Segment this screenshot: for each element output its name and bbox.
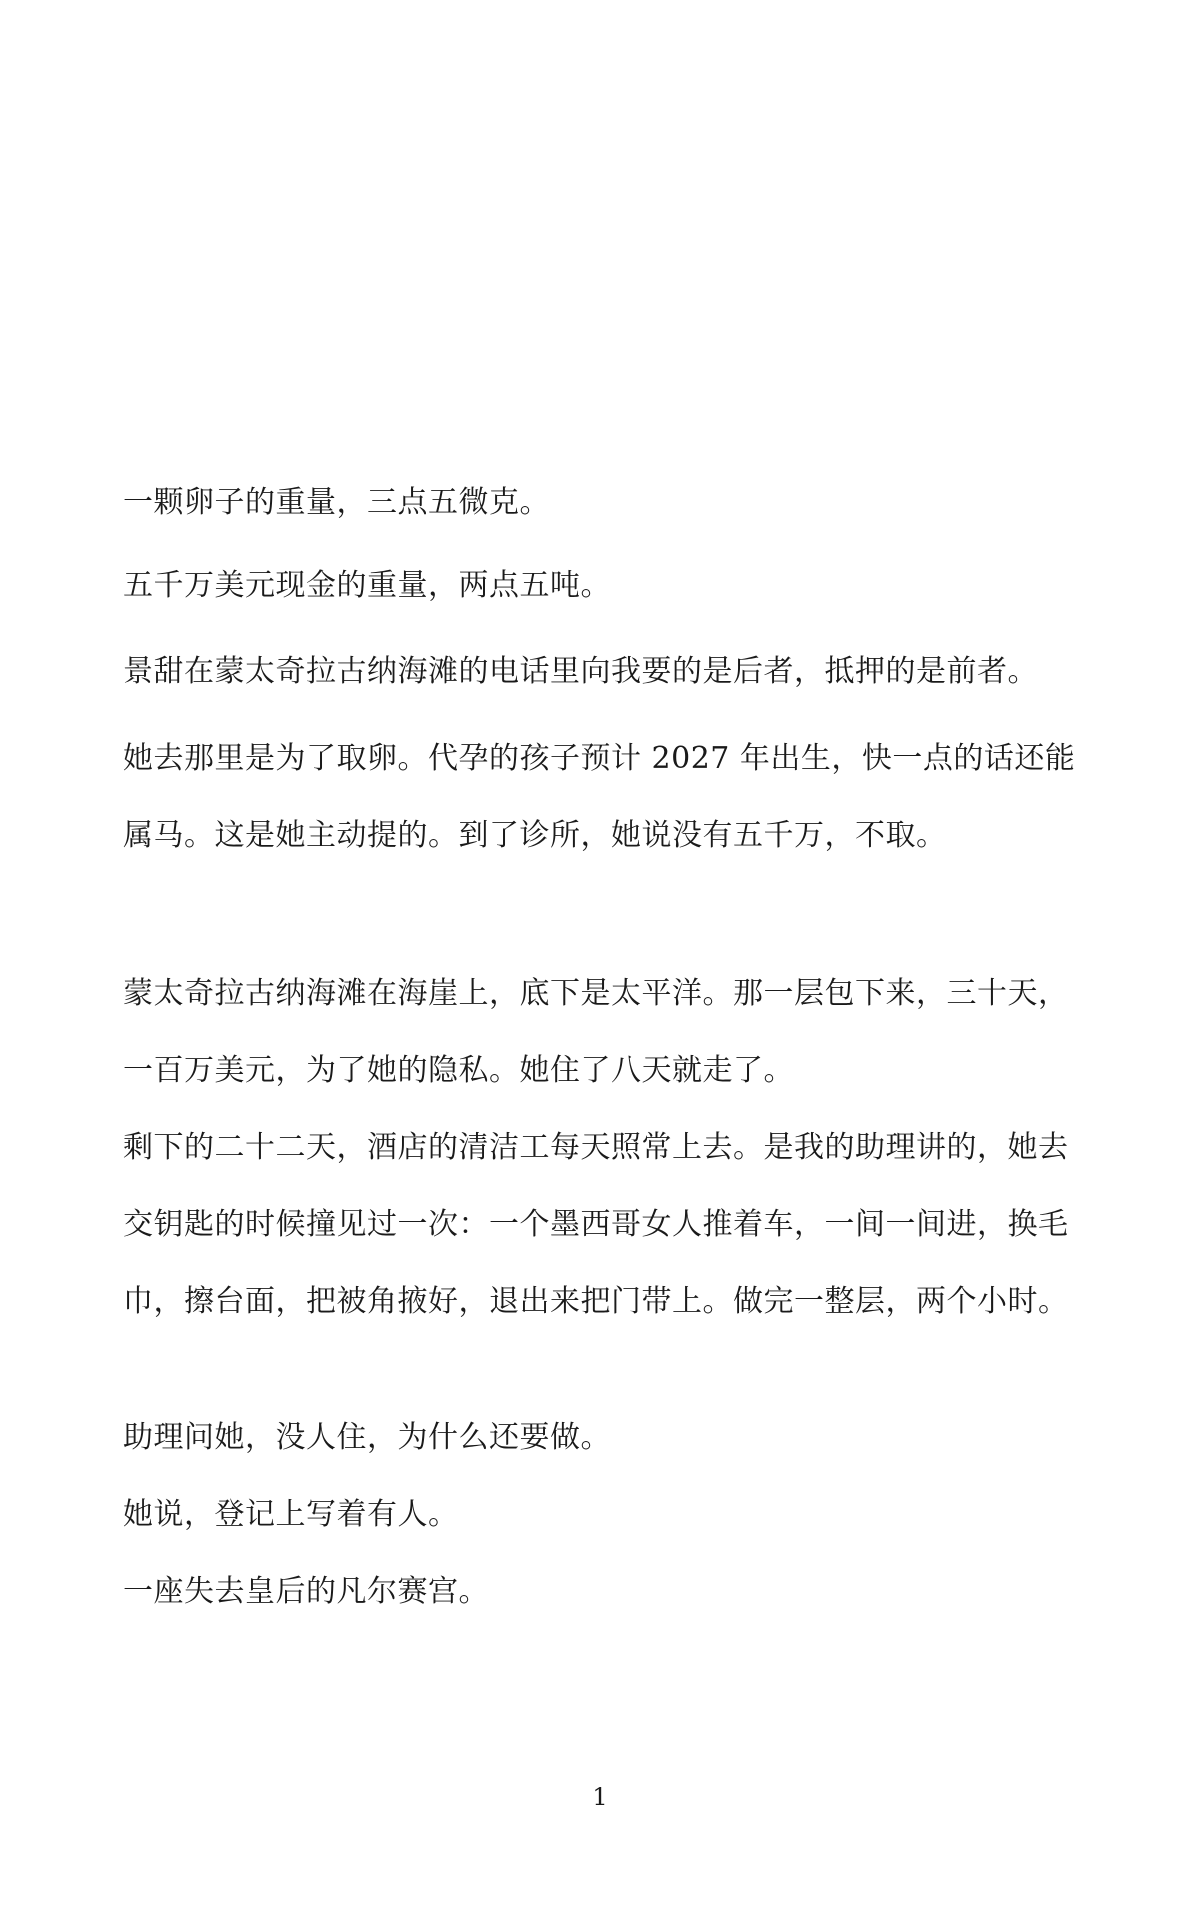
paragraph-6: 剩下的二十二天，酒店的清洁工每天照常上去。是我的助理讲的，她去交钥匙的时候撞见过一次：一个墨西哥女人推着车，一间一间进，换毛巾，擦台面，把被角掖好，退出来把门带上。做完一整层，两个小时。	[123, 1130, 1069, 1319]
paragraph-1: 一颗卵子的重量，三点五微克。	[123, 485, 550, 520]
paragraph-3: 景甜在蒙太奇拉古纳海滩的电话里向我要的是后者，抵押的是前者。	[123, 654, 1038, 689]
paragraph-4: 她去那里是为了取卵。代孕的孩子预计 2027 年出生，快一点的话还能属马。这是她主动提的。到了诊所，她说没有五千万，不取。	[123, 741, 1076, 853]
paragraph-2: 五千万美元现金的重量，两点五吨。	[123, 568, 611, 603]
paragraph-5: 蒙太奇拉古纳海滩在海崖上，底下是太平洋。那一层包下来，三十天，一百万美元，为了她的隐私。她住了八天就走了。	[123, 976, 1069, 1088]
paragraph-8: 她说，登记上写着有人。	[123, 1497, 459, 1532]
page-number: 1	[592, 1783, 608, 1811]
paragraph-9: 一座失去皇后的凡尔赛宫。	[123, 1574, 489, 1609]
paragraph-7: 助理问她，没人住，为什么还要做。	[123, 1420, 611, 1455]
